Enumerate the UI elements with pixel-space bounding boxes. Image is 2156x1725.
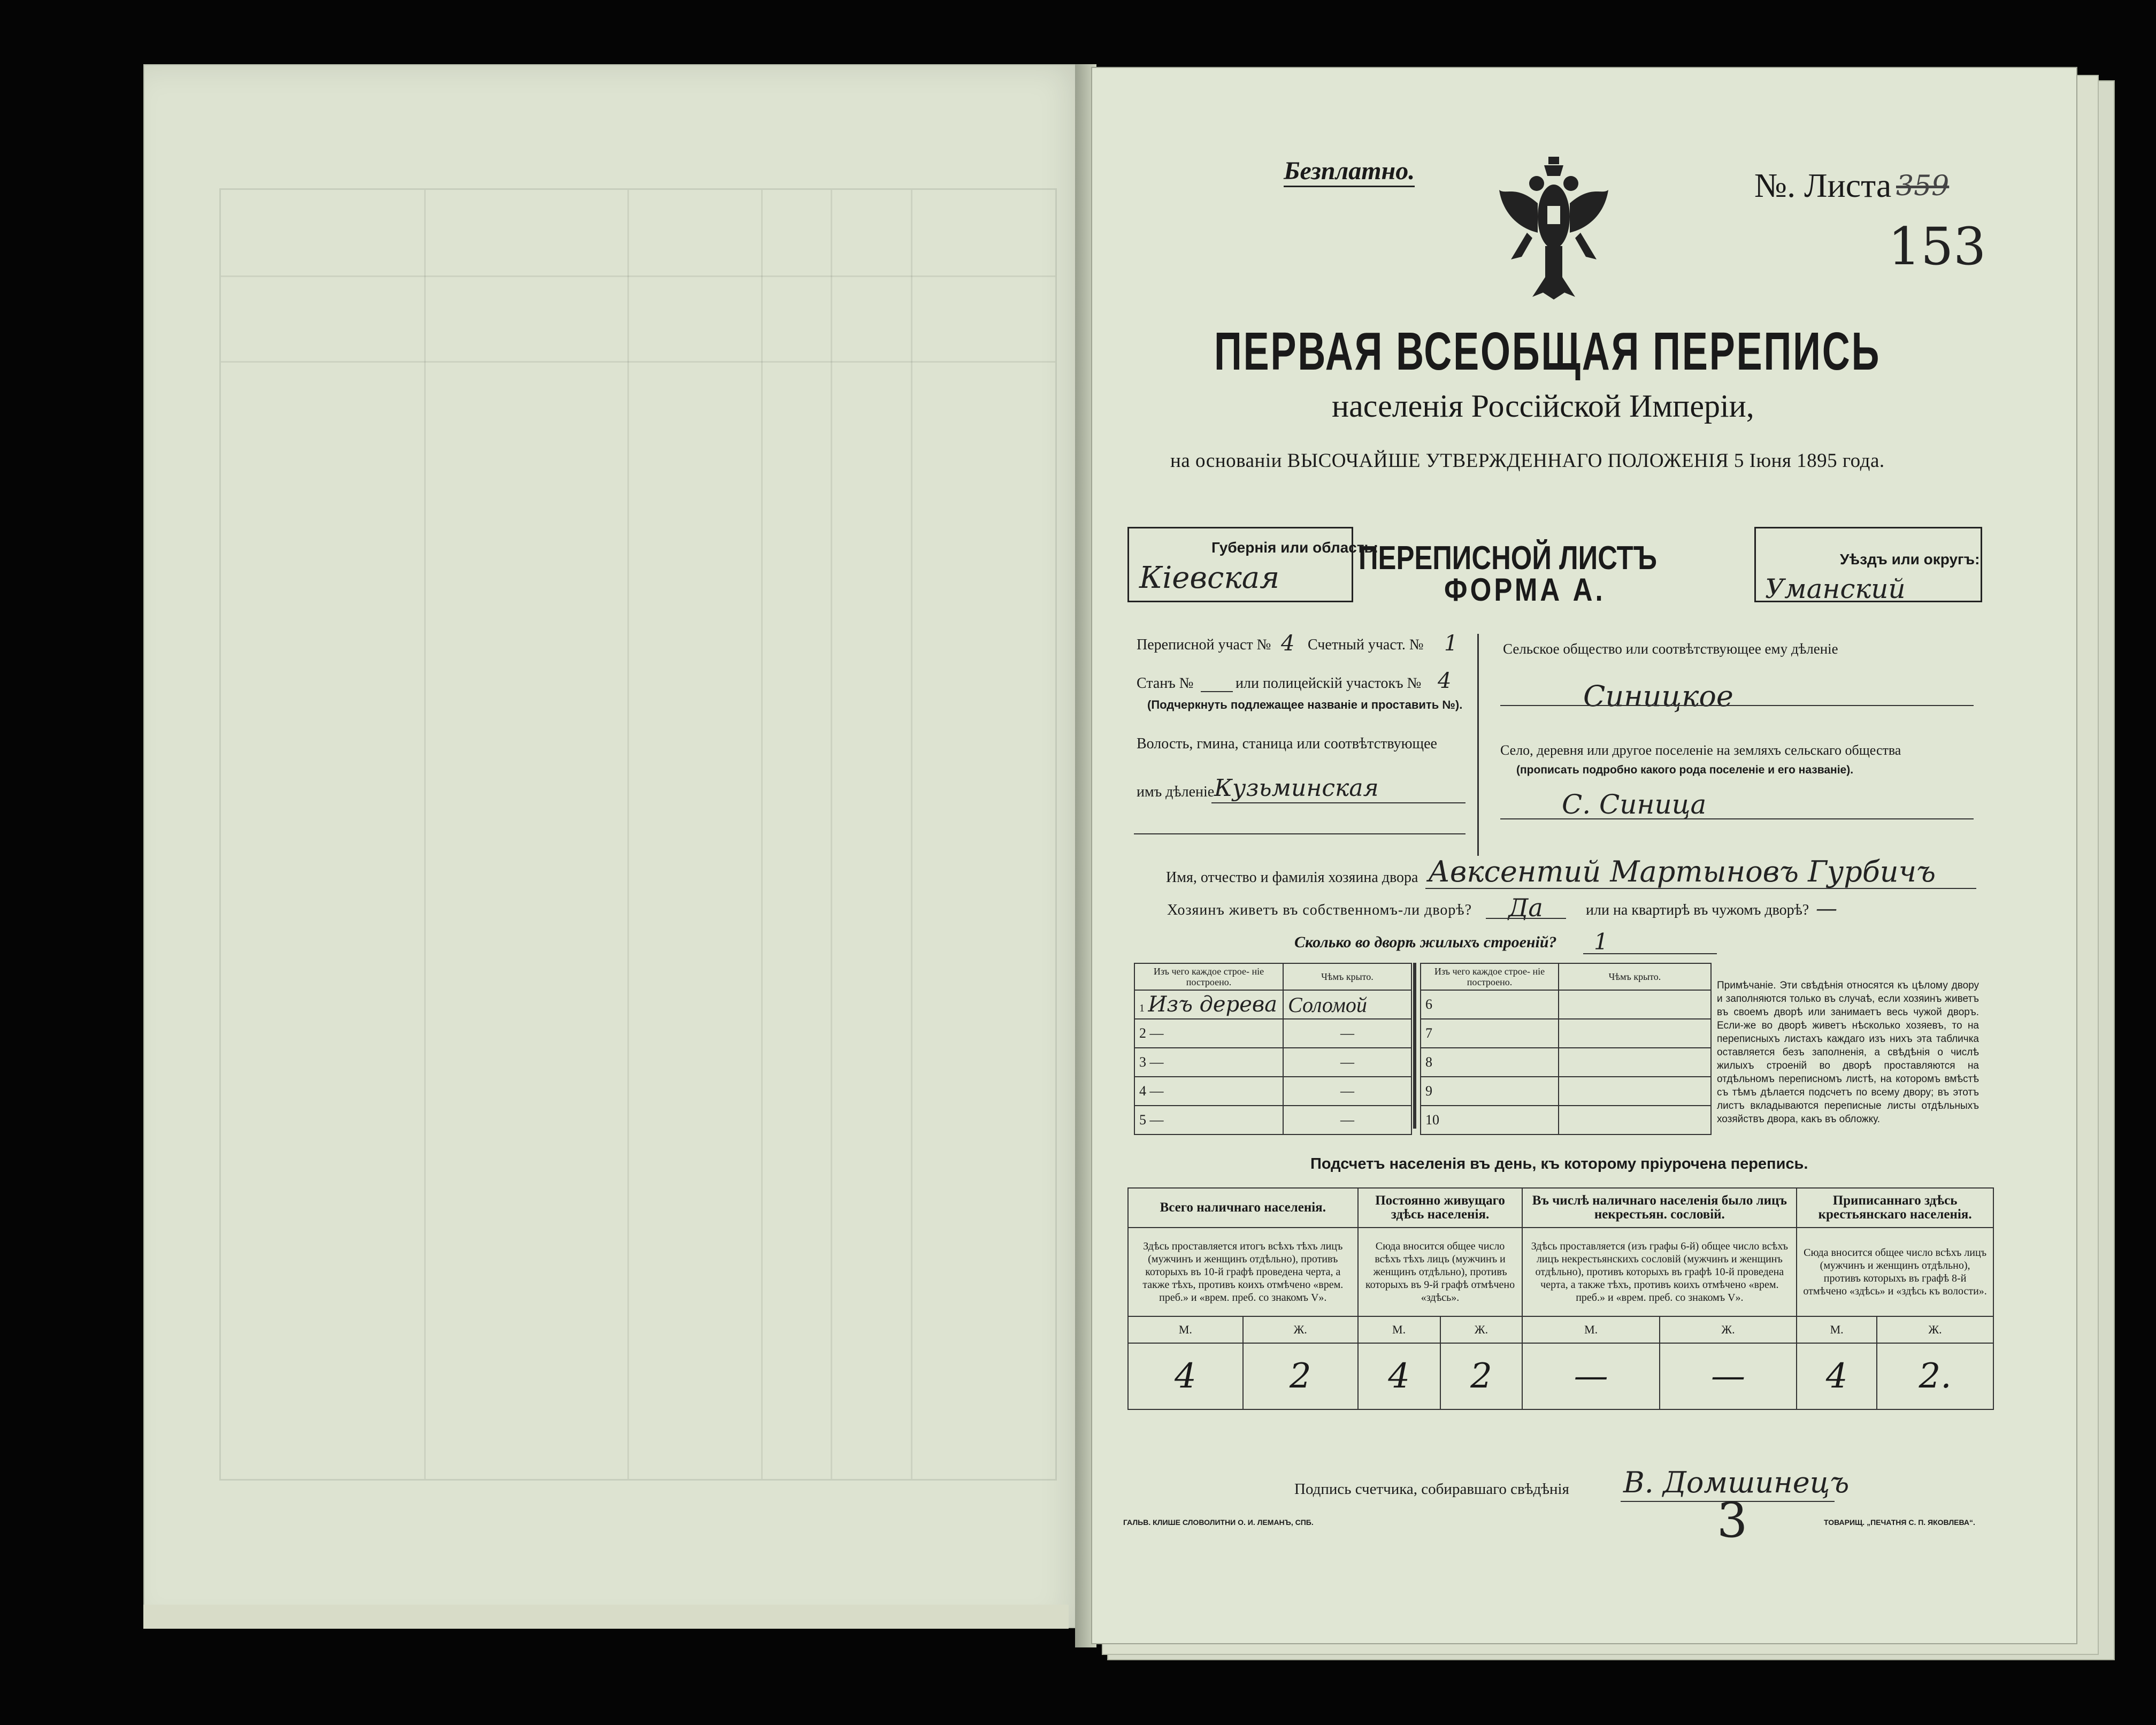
owner-value: Авксентий Мартыновъ Гурбичъ bbox=[1428, 855, 1936, 888]
district-value: Уманский bbox=[1765, 573, 1906, 604]
pop-value: 2 bbox=[1440, 1343, 1523, 1409]
col-material-header-2: Изъ чего каждое строе- ніе построено. bbox=[1421, 963, 1559, 990]
sheet-title: ПЕРЕПИСНОЙ ЛИСТЪ bbox=[1359, 540, 1657, 577]
sex-f: Ж. bbox=[1877, 1316, 1993, 1343]
province-label: Губернія или область: bbox=[1211, 539, 1379, 556]
count-area-label: Счетный участ. № bbox=[1308, 637, 1424, 653]
table-row: 2 — — bbox=[1134, 1019, 1411, 1048]
stan-line bbox=[1201, 691, 1233, 692]
bleed-through-table bbox=[219, 188, 1057, 1481]
note-text: Примѣчаніе. Эти свѣдѣнія относятся къ цѣлому двору и заполняются только въ случаѣ, если хозяинъ живетъ въ своемъ дворѣ или занимаетъ весь чужой дворъ. Если-же во дворѣ живетъ нѣсколько хозяевъ, то на переписныхъ листахъ каждаго изъ нихъ эта табличка оставляется безъ заполненія, а свѣдѣнія о числѣ жилыхъ строеній во дворѣ проставляются на отдѣльномъ переписномъ листѣ, на которомъ вмѣстѣ съ тѣмъ дѣлается подсчетъ по всему двору; въ этотъ листъ вкладываются переписные листы отдѣльныхъ хозяйствъ двора, какъ въ обложку. bbox=[1717, 980, 1979, 1125]
volost-line-2 bbox=[1134, 833, 1466, 834]
stan-label: Станъ № bbox=[1137, 675, 1194, 692]
table-row: 3 — — bbox=[1134, 1048, 1411, 1077]
page-title: ПЕРВАЯ ВСЕОБЩАЯ ПЕРЕПИСЬ bbox=[1214, 321, 1881, 381]
col-material-header: Изъ чего каждое строе- ніе построено. bbox=[1134, 963, 1283, 990]
pop-header-non-peasant: Въ числѣ наличнаго населенія было лицъ некрестьян. сословій. bbox=[1522, 1188, 1797, 1228]
buildings-value: 1 bbox=[1594, 929, 1608, 955]
pop-header-registered: Приписаннаго здѣсь крестьянскаго населенія. bbox=[1797, 1188, 1993, 1228]
col-roof-header: Чѣмъ крыто. bbox=[1283, 963, 1411, 990]
stan-note: (Подчеркнуть подлежащее названіе и проставить №). bbox=[1147, 698, 1463, 711]
volost-label-2: имъ дѣленіе bbox=[1137, 784, 1215, 800]
society-value: Синицкое bbox=[1583, 679, 1733, 713]
table-row: 6 bbox=[1421, 990, 1711, 1019]
signature-mark: 3 bbox=[1717, 1492, 1748, 1548]
legal-basis: на основаніи ВЫСОЧАЙШЕ УТВЕРЖДЕННАГО ПОЛОЖЕНІЯ 5 Іюня 1895 года. bbox=[1170, 450, 1885, 472]
society-line bbox=[1500, 705, 1974, 706]
pop-value: 2. bbox=[1877, 1343, 1993, 1409]
table-row: 10 bbox=[1421, 1106, 1711, 1134]
sex-f: Ж. bbox=[1660, 1316, 1797, 1343]
owner-label: Имя, отчество и фамилія хозяина двора bbox=[1166, 869, 1418, 886]
volost-value: Кузьминская bbox=[1214, 775, 1379, 802]
buildings-table-left bbox=[1134, 963, 1412, 1135]
buildings-label: Сколько во дворѣ жилыхъ строеній? bbox=[1294, 933, 1557, 951]
pop-value: — bbox=[1660, 1343, 1797, 1409]
population-title: Подсчетъ населенія въ день, къ которому пріурочена перепись. bbox=[1310, 1155, 1808, 1172]
footer-printer-right: ТОВАРИЩ. „ПЕЧАТНЯ С. П. ЯКОВЛЕВА“. bbox=[1824, 1518, 1975, 1527]
district-label: Уѣздъ или округъ: bbox=[1840, 551, 1980, 568]
police-area-label: или полицейскій участокъ № bbox=[1236, 675, 1422, 692]
pop-value: — bbox=[1522, 1343, 1659, 1409]
table-row: 5 — — bbox=[1134, 1106, 1411, 1134]
col-roof-header-2: Чѣмъ крыто. bbox=[1559, 963, 1711, 990]
table-row: 7 bbox=[1421, 1019, 1711, 1048]
pop-header-present: Всего наличнаго населенія. bbox=[1128, 1188, 1358, 1228]
volost-label: Волость, гмина, станица или соотвѣтствующее bbox=[1137, 735, 1437, 752]
pop-desc: Сюда вносится общее число всѣхъ тѣхъ лицъ (мужчинъ и женщинъ отдѣльно), противъ которыхъ въ 9-й графѣ отмѣчено «здѣсь». bbox=[1358, 1228, 1523, 1316]
buildings-line bbox=[1583, 953, 1717, 954]
census-area-value: 4 bbox=[1281, 631, 1295, 656]
column-divider bbox=[1477, 634, 1479, 856]
pop-value: 4 bbox=[1797, 1343, 1877, 1409]
page-subtitle: населенія Россійской Имперіи, bbox=[1332, 388, 1754, 424]
population-table bbox=[1127, 1187, 1994, 1410]
village-label: Село, деревня или другое поселеніе на земляхъ сельскаго общества bbox=[1500, 742, 1901, 758]
pop-desc: Здѣсь проставляется (изъ графы 6-й) общее число всѣхъ лицъ некрестьянскихъ сословій (мужчинъ и женщинъ отдѣльно), противъ которыхъ въ графѣ 10-й проведена черта, а также тѣхъ, противъ коихъ отмѣчено «врем. преб.» и «врем. преб. со знакомъ V». bbox=[1522, 1228, 1797, 1316]
table-double-divider bbox=[1413, 963, 1416, 1129]
sex-f: Ж. bbox=[1440, 1316, 1523, 1343]
form-label: ФОРМА А. bbox=[1444, 572, 1606, 608]
sex-m: М. bbox=[1358, 1316, 1440, 1343]
pop-header-permanent: Постоянно живущаго здѣсь населенія. bbox=[1358, 1188, 1523, 1228]
free-label: Безплатно. bbox=[1284, 156, 1415, 187]
village-note: (прописать подробно какого рода поселеніе и его названіе). bbox=[1516, 764, 1854, 776]
table-row: 1 Изъ дерева Соломой bbox=[1134, 990, 1411, 1019]
pop-desc: Сюда вносится общее число всѣхъ лицъ (мужчинъ и женщинъ отдѣльно), противъ которыхъ въ графѣ 8-й отмѣчено «здѣсь» и «здѣсь къ волости». bbox=[1797, 1228, 1993, 1316]
village-value: С. Синица bbox=[1562, 789, 1707, 820]
sex-m: М. bbox=[1522, 1316, 1659, 1343]
signature-label: Подпись счетчика, собиравшаго свѣдѣнія bbox=[1294, 1481, 1569, 1498]
owner-line bbox=[1425, 888, 1976, 889]
buildings-table-right bbox=[1420, 963, 1712, 1135]
table-row: 9 bbox=[1421, 1077, 1711, 1106]
sheet-number-value: 359 bbox=[1896, 170, 1950, 202]
left-blank-page bbox=[143, 64, 1087, 1628]
signature-value: В. Домшинецъ bbox=[1623, 1466, 1850, 1499]
archive-number: 153 bbox=[1888, 217, 1986, 277]
table-row: 8 bbox=[1421, 1048, 1711, 1077]
pop-value: 2 bbox=[1243, 1343, 1358, 1409]
rent-value: — bbox=[1816, 896, 1837, 921]
own-yard-value: Да bbox=[1508, 893, 1543, 922]
pop-value: 4 bbox=[1128, 1343, 1243, 1409]
left-page-edge bbox=[143, 1605, 1069, 1629]
table-row: 4 — — bbox=[1134, 1077, 1411, 1106]
village-line bbox=[1500, 818, 1974, 819]
sex-f: Ж. bbox=[1243, 1316, 1358, 1343]
police-area-value: 4 bbox=[1438, 669, 1452, 693]
census-area-label: Переписной участ № bbox=[1137, 637, 1271, 653]
pop-desc: Здѣсь проставляется итогъ всѣхъ тѣхъ лицъ (мужчинъ и женщинъ отдѣльно), противъ которыхъ въ 10-й графѣ проведена черта, а также тѣхъ, противъ коихъ отмѣчено «врем. преб.» и «врем. преб. со знакомъ V». bbox=[1128, 1228, 1358, 1316]
society-label: Сельское общество или соотвѣтствующее ему дѣленіе bbox=[1503, 641, 1838, 657]
pop-value: 4 bbox=[1358, 1343, 1440, 1409]
rent-label: или на квартирѣ въ чужомъ дворѣ? bbox=[1586, 902, 1809, 918]
sex-m: М. bbox=[1797, 1316, 1877, 1343]
own-yard-line bbox=[1486, 918, 1566, 919]
province-value: Кіевская bbox=[1139, 561, 1280, 595]
own-yard-label: Хозяинъ живетъ въ собственномъ-ли дворѣ? bbox=[1167, 902, 1472, 918]
sheet-number-label: №. Листа bbox=[1754, 166, 1892, 204]
count-area-value: 1 bbox=[1444, 631, 1458, 656]
footer-printer-left: ГАЛЬВ. КЛИШЕ СЛОВОЛИТНИ О. И. ЛЕМАНЪ, СПБ. bbox=[1123, 1518, 1314, 1527]
double-headed-eagle-icon bbox=[1495, 152, 1613, 302]
volost-line bbox=[1211, 802, 1466, 803]
sex-m: М. bbox=[1128, 1316, 1243, 1343]
